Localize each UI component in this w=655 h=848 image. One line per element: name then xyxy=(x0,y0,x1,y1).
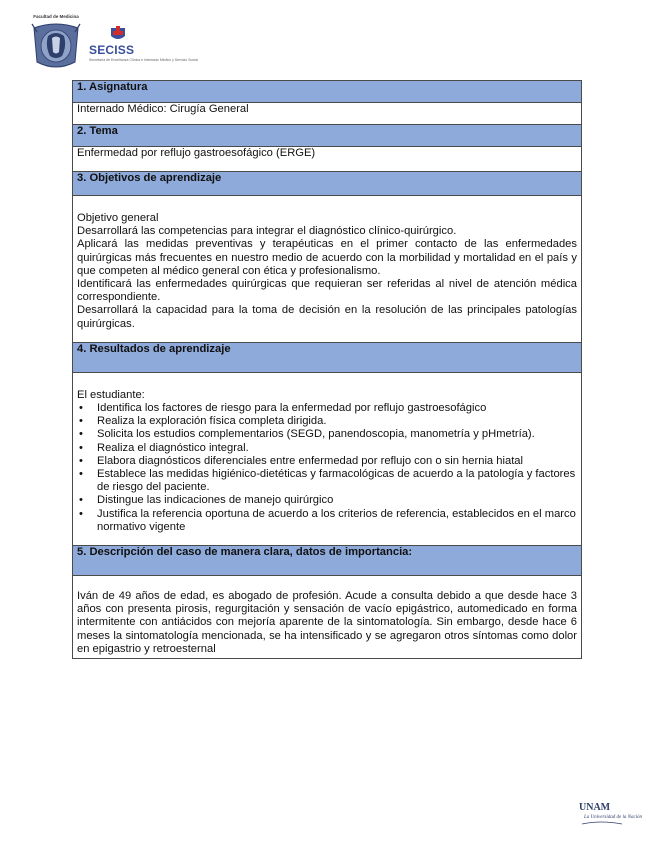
faculty-of-medicine-seal-icon xyxy=(31,14,81,72)
unam-logo-mark: UNAM xyxy=(579,802,611,813)
section-2-value: Enfermedad por reflujo gastroesofágico (ERGE) xyxy=(73,147,582,172)
unam-logo-script: La Universidad de la Nación xyxy=(584,815,643,820)
section-4-body xyxy=(73,372,582,545)
result-item: • Justifica la referencia oportuna de acuerdo a los criterios de referencia, establecidos en el marco normativo vigente xyxy=(77,508,577,534)
objective-paragraph: Identificará las enfermedades quirúrgicas que requieran ser referidas al nivel de atención médica correspondiente. xyxy=(77,278,577,304)
objective-paragraph: Aplicará las medidas preventivas y terapéuticas en el primer contacto de las enfermedades quirúrgicas más frecuentes en nuestro medio de acuerdo con la morbilidad y mortalidad en el país y que competen al médico general con ética y profesionalismo. xyxy=(77,238,577,277)
objective-paragraph: Desarrollará la capacidad para la toma de decisión en la resolución de las principales patologías quirúrgicas. xyxy=(77,304,577,330)
result-item: • Realiza el diagnóstico integral. xyxy=(77,442,577,455)
seciss-logo-text: SECISS xyxy=(89,43,135,57)
objective-paragraph: Desarrollará las competencias para integrar el diagnóstico clínico-quirúrgico. xyxy=(77,225,457,238)
faculty-logo-title: Facultad de Medicina xyxy=(33,14,79,19)
result-item: • Identifica los factores de riesgo para la enfermedad por reflujo gastroesofágico xyxy=(77,402,577,415)
section-1-value: Internado Médico: Cirugía General xyxy=(73,103,582,125)
results-list xyxy=(77,402,577,534)
section-4-heading: 4. Resultados de aprendizaje xyxy=(73,342,582,372)
section-3-body xyxy=(73,196,582,343)
result-item: • Distingue las indicaciones de manejo quirúrgico xyxy=(77,494,577,507)
section-5-body xyxy=(73,576,582,659)
section-2-heading: 2. Tema xyxy=(73,125,582,147)
section-5-heading: 5. Descripción del caso de manera clara, datos de importancia: xyxy=(73,546,582,576)
unam-logo-icon xyxy=(576,798,643,828)
objective-general-label: Objetivo general xyxy=(77,212,159,224)
case-description: Iván de 49 años de edad, es abogado de profesión. Acude a consulta debido a que desde hace 3 años con presenta pirosis, regurgitación y sensación de vacío epigástrico, automedicado en forma intermitente con antiácidos con mejoría aparente de la sintomatología. Sin embargo, desde hace 6 meses la sintomatología mencionada, se ha intensificado y se agregaron otros síntomas como dolor en epigastrio y retroesternal xyxy=(77,590,577,655)
results-intro: El estudiante: xyxy=(77,388,145,401)
section-3-heading: 3. Objetivos de aprendizaje xyxy=(73,172,582,196)
result-item: • Elabora diagnósticos diferenciales entre enfermedad por reflujo con o sin hernia hiatal xyxy=(77,455,577,468)
result-item: • Solicita los estudios complementarios (SEGD, panendoscopia, manometría y pHmetría). xyxy=(77,428,577,441)
seciss-logo-subtitle: Secretaría de Enseñanza Clínica e Internado Médico y Servicio Social xyxy=(89,58,198,62)
lesson-plan-table xyxy=(72,80,582,659)
result-item: • Realiza la exploración física completa dirigida. xyxy=(77,415,577,428)
section-1-heading: 1. Asignatura xyxy=(73,81,582,103)
result-item: • Establece las medidas higiénico-dietéticas y farmacológicas de acuerdo a la patología y factores de riesgo del paciente. xyxy=(77,468,577,494)
